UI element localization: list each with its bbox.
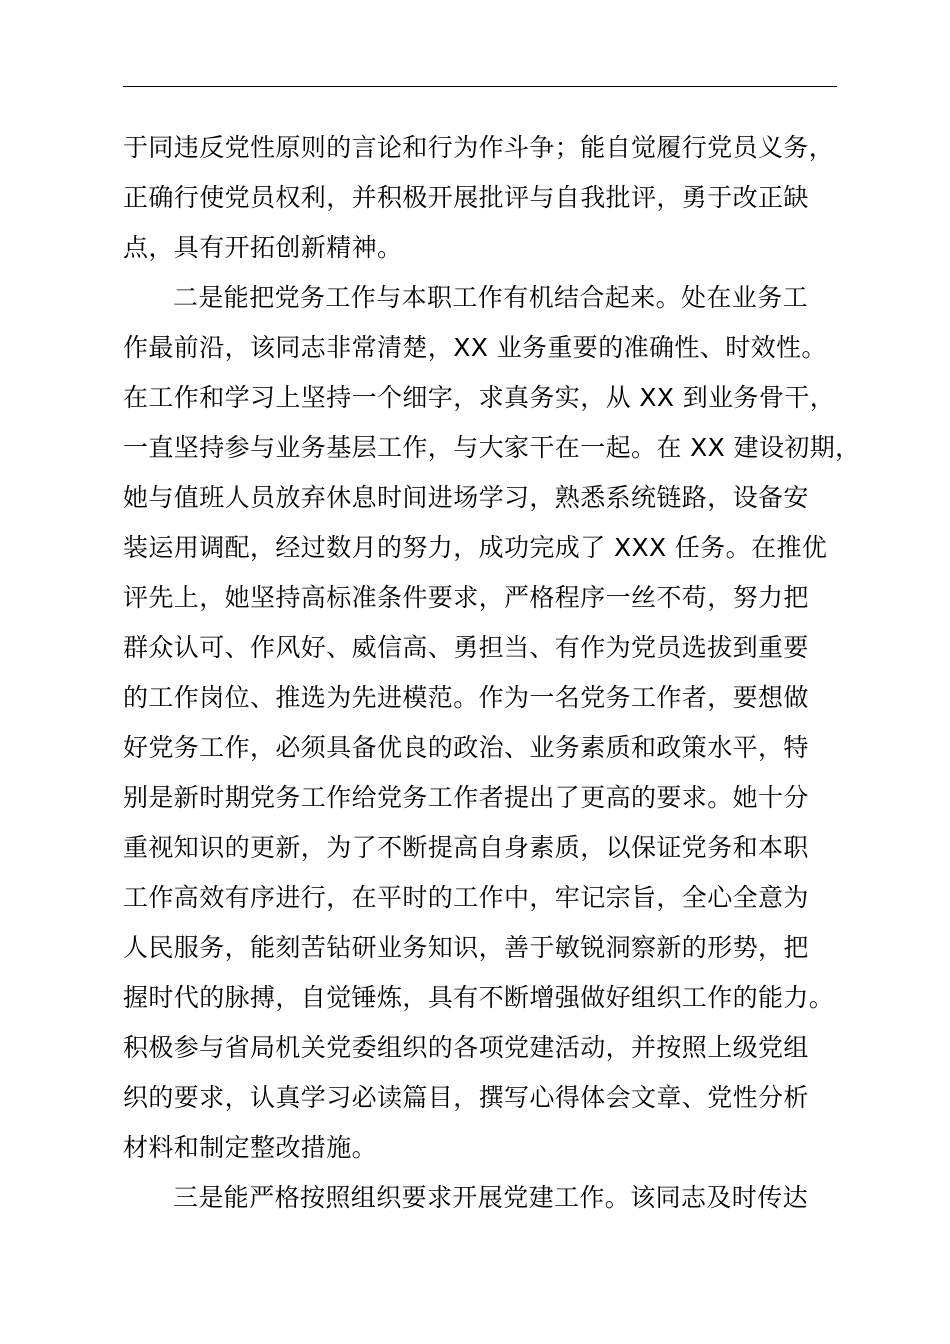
paragraph-start-line: 二是能把党务工作与本职工作有机结合起来。处在业务工 [173, 283, 809, 312]
text-line: 积极参与省局机关党委组织的各项党建活动，并按照上级党组 [123, 1033, 809, 1062]
text-line: 握时代的脉搏，自觉锤炼，具有不断增强做好组织工作的能力。 [123, 983, 835, 1012]
text-line: 织的要求，认真学习必读篇目，撰写心得体会文章、党性分析 [123, 1083, 809, 1112]
text-line: 的工作岗位、推选为先进模范。作为一名党务工作者，要想做 [123, 683, 809, 712]
text-line: 一直坚持参与业务基层工作，与大家干在一起。在 XX 建设初期， [123, 433, 861, 462]
text-line: 于同违反党性原则的言论和行为作斗争；能自觉履行党员义务， [123, 133, 835, 162]
text-line: 重视知识的更新，为了不断提高自身素质，以保证党务和本职 [123, 833, 809, 862]
text-line: 材料和制定整改措施。 [123, 1133, 378, 1162]
text-line: 工作高效有序进行，在平时的工作中，牢记宗旨，全心全意为 [123, 883, 809, 912]
text-line: 作最前沿，该同志非常清楚，XX 业务重要的准确性、时效性。 [123, 333, 827, 362]
text-line: 别是新时期党务工作给党务工作者提出了更高的要求。她十分 [123, 783, 809, 812]
text-line: 在工作和学习上坚持一个细字，求真务实，从 XX 到业务骨干， [123, 383, 836, 412]
text-line: 群众认可、作风好、威信高、勇担当、有作为党员选拔到重要 [123, 633, 809, 662]
text-line: 她与值班人员放弃休息时间进场学习，熟悉系统链路，设备安 [123, 483, 809, 512]
text-line: 点，具有开拓创新精神。 [123, 233, 403, 262]
document-body [123, 123, 863, 1223]
text-line: 正确行使党员权利，并积极开展批评与自我批评，勇于改正缺 [123, 183, 809, 212]
text-line: 人民服务，能刻苦钻研业务知识，善于敏锐洞察新的形势，把 [123, 933, 809, 962]
paragraph-start-line: 三是能严格按照组织要求开展党建工作。该同志及时传达 [173, 1183, 809, 1212]
text-line: 装运用调配，经过数月的努力，成功完成了 XXX 任务。在推优 [123, 533, 828, 562]
header-rule [123, 86, 837, 87]
text-line: 评先上，她坚持高标准条件要求，严格程序一丝不苟，努力把 [123, 583, 809, 612]
text-line: 好党务工作，必须具备优良的政治、业务素质和政策水平，特 [123, 733, 809, 762]
